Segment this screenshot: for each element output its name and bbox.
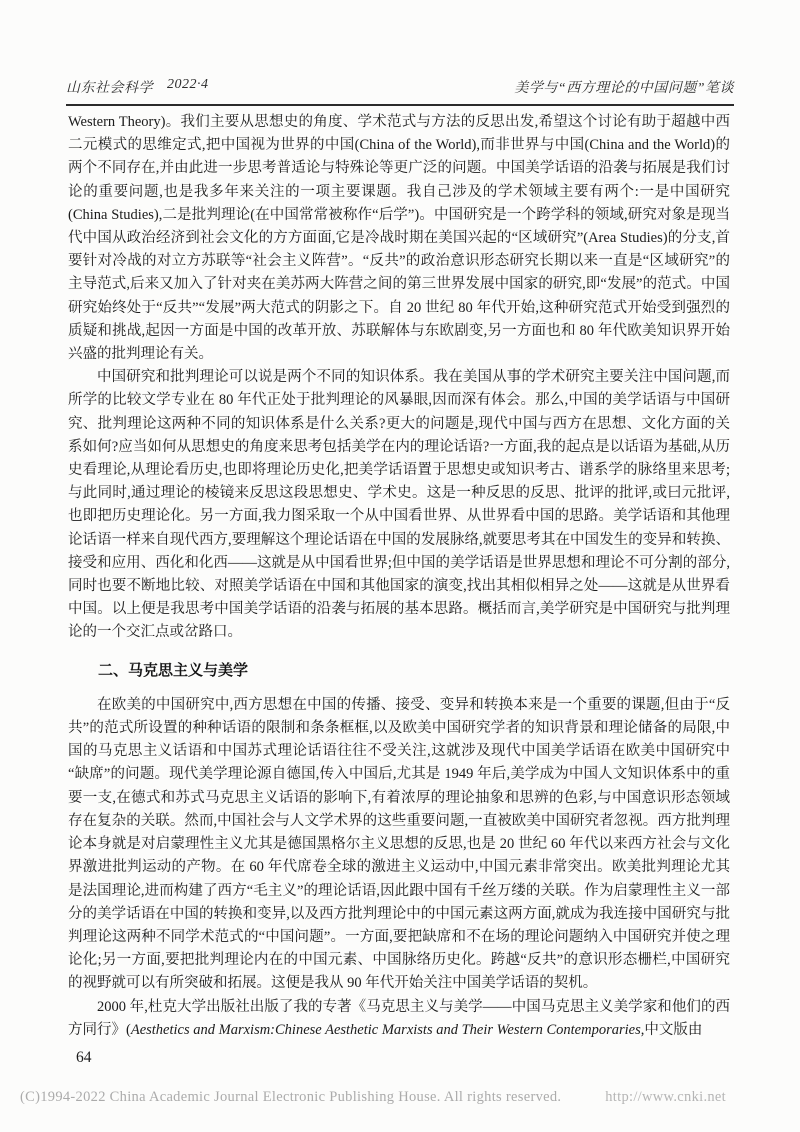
page-number: 64 bbox=[76, 1049, 92, 1066]
section-heading: 二、马克思主义与美学 bbox=[98, 661, 249, 679]
journal-name: 山东社会科学 bbox=[66, 81, 153, 96]
journal-issue: 2022·4 bbox=[167, 77, 209, 92]
paragraph-continuation: Western Theory)。我们主要从思想史的角度、学术范式与方法的反思出发,希望这个讨论有助于超越中西二元模式的思维定式,把中国视为世界的中国(China of the World),而非世界与中国(China and the World)的两个不同存在,并由此进一步思考普适论与特殊论等更广泛的问题。中国美学话语的沿袭与拓展是我们讨论的重要问题,也是我多年来关注的一项主要课题。我自己涉及的学术领域主要有两个:一是中国研究(China Studies),二是批判理论(在中国常常被称作“后学”)。中国研究是一个跨学科的领域,研究对象是现当代中国从政治经济到社会文化的方方面面,它是冷战时期在美国兴起的“区域研究”(Area Studies)的分支,首要针对冷战的对立方苏联等“社会主义阵营”。“反共”的政治意识形态研究长期以来一直是“区域研究”的主导范式,后来又加入了针对夹在美苏两大阵营之间的第三世界发展中国家的研究,即“发展”的范式。中国研究始终处于“反共”“发展”两大范式的阴影之下。自 20 世纪 80 年代开始,这种研究范式开始受到强烈的质疑和挑战,起因一方面是中国的改革开放、苏联解体与东欧剧变,另一方面也和 80 年代欧美知识界开始兴盛的批判理论有关。 bbox=[68, 114, 730, 363]
copyright-footer bbox=[20, 1089, 726, 1106]
cnki-url: http://www.cnki.net bbox=[605, 1089, 726, 1105]
running-title: 美学与“西方理论的中国问题”笔谈 bbox=[514, 81, 734, 96]
paragraph-3: 在欧美的中国研究中,西方思想在中国的传播、接受、变异和转换本来是一个重要的课题,但由于“反共”的范式所设置的种种话语的限制和条条框框,以及欧美中国研究学者的知识背景和理论储备的局限,中国的马克思主义话语和中国苏式理论话语往往不受关注,这就涉及现代中国美学话语在欧美中国研究中“缺席”的问题。现代美学理论源自德国,传入中国后,尤其是 1949 年后,美学成为中国人文知识体系中的重要一支,在德式和苏式马克思主义话语的影响下,有着浓厚的理论抽象和思辨的色彩,与中国意识形态领域存在复杂的关联。然而,中国社会与人文学术界的这些重要问题,一直被欧美中国研究者忽视。西方批判理论本身就是对启蒙理性主义尤其是德国黑格尔主义思想的反思,也是 20 世纪 60 年代以来西方社会与文化界激进批判运动的产物。在 60 年代席卷全球的激进主义运动中,中国元素非常突出。欧美批判理论尤其是法国理论,进而构建了西方“毛主义”的理论话语,因此跟中国有千丝万缕的关联。作为启蒙理性主义一部分的美学话语在中国的转换和变异,以及西方批判理论中的中国元素这两方面,就成为我连接中国研究与批判理论这两种不同学术范式的“中国问题”。一方面,要把缺席和不在场的理论问题纳入中国研究并使之理论化;另一方面,要把批判理论内在的中国元素、中国脉络历史化。跨越“反共”的意识形态栅栏,中国研究的视野就可以有所突破和拓展。这便是我从 90 年代开始关注中国美学话语的契机。 bbox=[68, 696, 730, 992]
paragraph-4-text-continued: ,中文版由 bbox=[640, 1021, 703, 1038]
book-title-english: Aesthetics and Marxism:Chinese Aesthetic Marxists and Their Western Contemporaries bbox=[130, 1021, 641, 1038]
paragraph-4 bbox=[68, 996, 730, 1042]
journal-name-issue bbox=[66, 77, 209, 97]
copyright-text: (C)1994-2022 China Academic Journal Electronic Publishing House. All rights reserved. bbox=[20, 1089, 562, 1105]
running-header bbox=[66, 77, 734, 106]
page-body bbox=[68, 111, 730, 1042]
paragraph-4-text: 2000 年,杜克大学出版社出版了我的专著《马克思主义与美学——中国马克思主义美学家和他们的西方同行》( bbox=[68, 998, 730, 1038]
paragraph-2: 中国研究和批判理论可以说是两个不同的知识体系。我在美国从事的学术研究主要关注中国问题,而所学的比较文学专业在 80 年代正处于批判理论的风暴眼,因而深有体会。那么,中国的美学话语与中国研究、批判理论这两种不同的知识体系是什么关系?更大的问题是,现代中国与西方在思想、文化方面的关系如何?应当如何从思想史的角度来思考包括美学在内的理论话语?一方面,我的起点是以话语为基础,从历史看理论,从理论看历史,也即将理论历史化,把美学话语置于思想史或知识考古、谱系学的脉络里来思考;与此同时,通过理论的棱镜来反思这段思想史、学术史。这是一种反思的反思、批评的批评,或曰元批评,也即把历史理论化。另一方面,我力图采取一个从中国看世界、从世界看中国的思路。美学话语和其他理论话语一样来自现代西方,要理解这个理论话语在中国的发展脉络,就要思考其在中国发生的变异和转换、接受和应用、西化和化西——这就是从中国看世界;但中国的美学话语是世界思想和理论不可分割的部分,同时也要不断地比较、对照美学话语在中国和其他国家的演变,找出其相似相异之处——这就是从世界看中国。以上便是我思考中国美学话语的沿袭与拓展的基本思路。概括而言,美学研究是中国研究与批判理论的一个交汇点或岔路口。 bbox=[68, 369, 730, 641]
